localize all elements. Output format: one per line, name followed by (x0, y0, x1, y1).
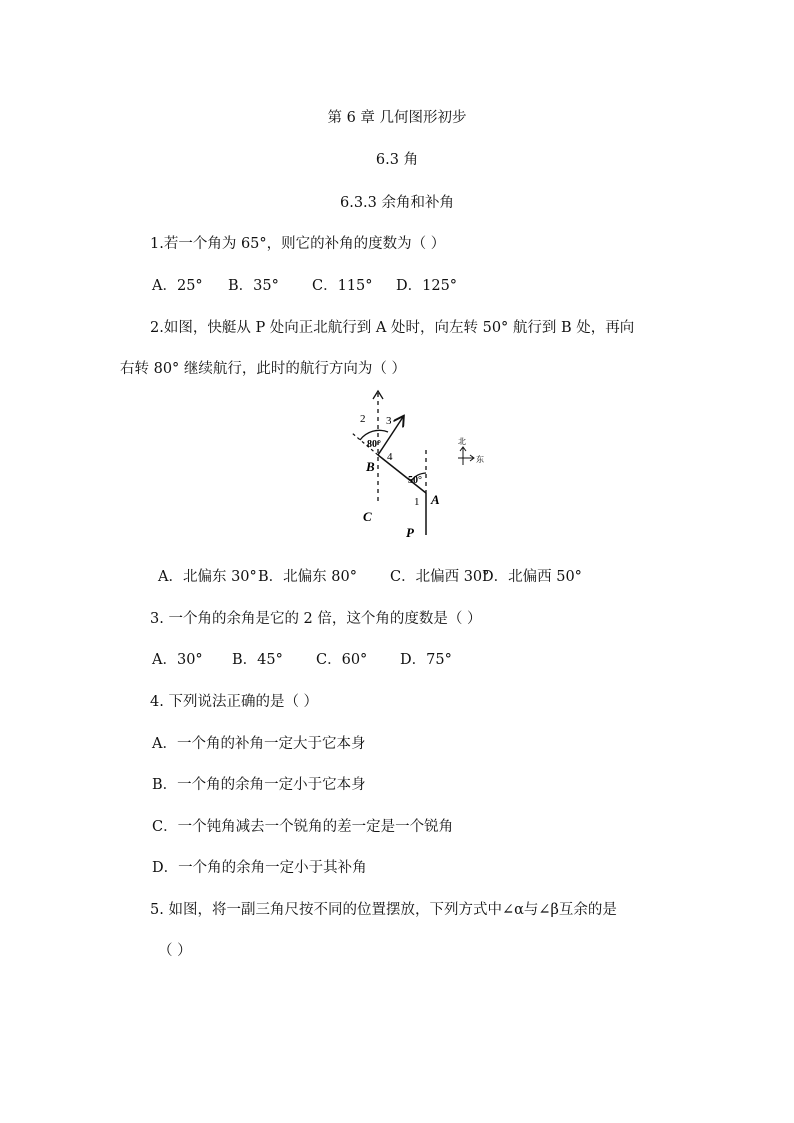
chapter-title: 第 6 章 几何图形初步 (327, 110, 467, 126)
question-4-option-a: A．一个角的补角一定大于它本身 (152, 736, 366, 752)
question-2-stem-line2: 右转 80° 继续航行，此时的航行方向为（ ） (120, 361, 407, 377)
question-3-stem: 3. 一个角的余角是它的 2 倍，这个角的度数是（ ） (150, 611, 482, 627)
question-1-stem: 1.若一个角为 65°，则它的补角的度数为（ ） (150, 236, 446, 252)
question-2-options (158, 567, 582, 587)
option-a: A．30° (152, 652, 203, 668)
question-4-option-d: D．一个角的余角一定小于其补角 (152, 860, 367, 876)
question-1-options (152, 276, 457, 296)
option-b: B．45° (232, 652, 283, 668)
option-d: D．125° (396, 278, 458, 294)
option-d: D．75° (400, 652, 452, 668)
label-b: B (366, 459, 375, 474)
option-c: C．115° (312, 278, 373, 294)
question-4-option-c: C．一个钝角减去一个锐角的差一定是一个锐角 (152, 819, 454, 835)
subsection-title: 6.3.3 余角和补角 (339, 195, 454, 211)
option-a: A．25° (152, 278, 203, 294)
option-b: B．北偏东 80° (258, 569, 357, 585)
label-angle-3: 3 (386, 415, 392, 427)
compass-east-label: 东 (476, 455, 484, 464)
label-80-degrees: 80° (367, 439, 381, 450)
label-p: P (406, 525, 414, 540)
option-c: C．60° (316, 652, 368, 668)
question-4-stem: 4. 下列说法正确的是（ ） (150, 694, 319, 710)
option-c: C．北偏西 30° (390, 569, 490, 585)
option-a: A．北偏东 30° (158, 569, 257, 585)
label-50-degrees: 50° (408, 475, 422, 486)
label-angle-4: 4 (387, 451, 393, 463)
question-2-stem-line1: 2.如图，快艇从 P 处向正北航行到 A 处时，向左转 50° 航行到 B 处，再向 (150, 320, 635, 336)
label-angle-1: 1 (414, 496, 420, 508)
question-5-blank: （ ） (158, 943, 192, 959)
navigation-figure (330, 385, 510, 545)
option-d: D．北偏西 50° (482, 569, 582, 585)
compass-north-label: 北 (458, 437, 466, 446)
option-b: B．35° (228, 278, 279, 294)
label-a: A (431, 492, 440, 507)
section-title: 6.3 角 (375, 152, 419, 168)
question-3-options (152, 650, 452, 670)
question-5-stem: 5. 如图，将一副三角尺按不同的位置摆放，下列方式中∠α与∠β互余的是 (150, 902, 617, 918)
question-4-option-b: B．一个角的余角一定小于它本身 (152, 777, 366, 793)
label-angle-2: 2 (360, 413, 366, 425)
label-c: C (363, 509, 372, 524)
